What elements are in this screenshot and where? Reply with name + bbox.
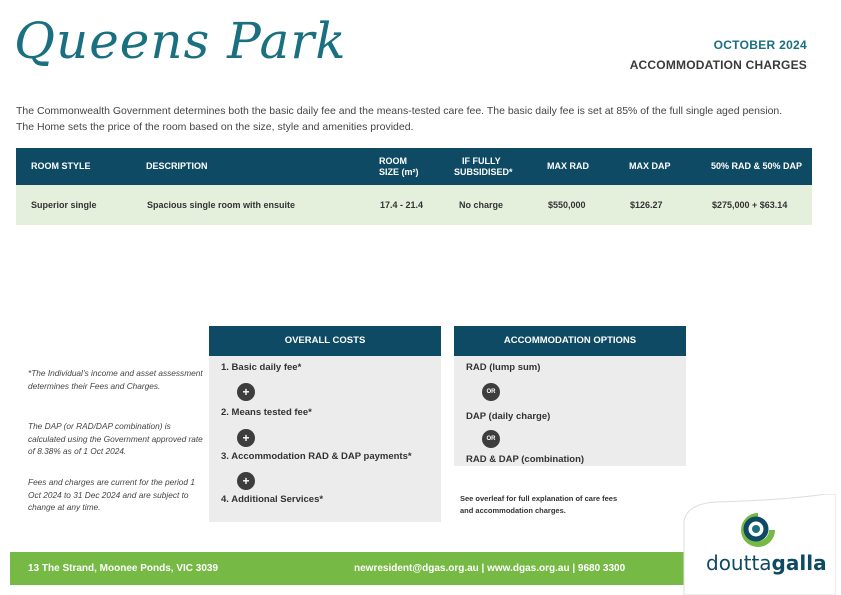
see-overleaf-line1: See overleaf for full explanation of care fees xyxy=(460,494,618,503)
cell-room-size: 17.4 - 21.4 xyxy=(379,185,454,225)
col-room-size-line2: SIZE (m²) xyxy=(379,166,419,177)
header-info xyxy=(630,38,807,72)
col-split: 50% RAD & 50% DAP xyxy=(711,148,812,185)
overall-costs-title: OVERALL COSTS xyxy=(209,326,441,356)
col-subsidised xyxy=(454,148,547,185)
home-name-title: Queens Park xyxy=(14,12,347,70)
footer-contact: newresident@dgas.org.au | www.dgas.org.au | 9680 3300 xyxy=(354,563,626,574)
col-subsidised-line2: SUBSIDISED* xyxy=(454,166,513,177)
brand-part-galla: galla xyxy=(771,551,827,575)
col-max-rad: MAX RAD xyxy=(547,148,629,185)
option-dap: DAP (daily charge) xyxy=(466,411,551,422)
table-header-row xyxy=(16,148,812,185)
plus-icon: + xyxy=(237,429,255,447)
col-room-style: ROOM STYLE xyxy=(16,148,146,185)
intro-text xyxy=(16,103,826,135)
plus-icon: + xyxy=(237,472,255,490)
col-subsidised-line1: IF FULLY xyxy=(462,155,501,166)
note-validity: Fees and charges are current for the period 1 Oct 2024 to 31 Dec 2024 and are subject to change at any time. xyxy=(28,477,195,512)
cell-split: $275,000 + $63.14 xyxy=(711,185,812,225)
col-room-size-line1: ROOM xyxy=(379,155,407,166)
document-subtitle: ACCOMMODATION CHARGES xyxy=(629,58,807,72)
footer-bar xyxy=(10,552,735,585)
or-icon: OR xyxy=(482,383,500,401)
cell-room-style: Superior single xyxy=(16,185,146,225)
cost-item-basic-fee: 1. Basic daily fee* xyxy=(221,362,302,373)
cell-description: Spacious single room with ensuite xyxy=(146,185,379,225)
see-overleaf-line2: and accommodation charges. xyxy=(460,506,566,515)
logo-card xyxy=(676,494,836,595)
cell-max-rad: $550,000 xyxy=(547,185,629,225)
col-description: DESCRIPTION xyxy=(146,148,379,185)
cell-subsidised: No charge xyxy=(454,185,547,225)
col-max-dap: MAX DAP xyxy=(629,148,711,185)
cost-item-additional: 4. Additional Services* xyxy=(221,494,324,505)
intro-line-2: The Home sets the price of the room based on the size, style and amenities provided. xyxy=(16,121,414,133)
accommodation-options-title: ACCOMMODATION OPTIONS xyxy=(454,326,686,356)
col-room-size xyxy=(379,148,454,185)
cost-item-means-tested: 2. Means tested fee* xyxy=(221,407,312,418)
option-rad: RAD (lump sum) xyxy=(466,362,541,373)
cost-item-accommodation: 3. Accommodation RAD & DAP payments* xyxy=(221,451,412,462)
accommodation-options-panel xyxy=(454,326,686,466)
option-combination: RAD & DAP (combination) xyxy=(466,454,585,465)
overall-costs-panel xyxy=(209,326,441,522)
see-overleaf-note xyxy=(460,493,675,517)
note-dap-rate: The DAP (or RAD/DAP combination) is calculated using the Government approved rate of 8.38% as of 1 Oct 2024. xyxy=(28,421,203,456)
footer-address: 13 The Strand, Moonee Ponds, VIC 3039 xyxy=(28,563,219,574)
charges-table xyxy=(16,148,812,225)
or-icon: OR xyxy=(482,430,500,448)
brand-part-doutta: doutta xyxy=(706,551,772,575)
intro-line-1: The Commonwealth Government determines both the basic daily fee and the means-tested care fee. The basic daily fee is set at 85% of the full single aged pension. xyxy=(16,105,783,117)
cell-max-dap: $126.27 xyxy=(629,185,711,225)
brand-wordmark xyxy=(706,551,827,575)
table-row xyxy=(16,185,812,225)
document-date: OCTOBER 2024 xyxy=(713,38,807,52)
note-assessment: *The Individual’s income and asset assessment determines their Fees and Charges. xyxy=(28,368,203,391)
plus-icon: + xyxy=(237,383,255,401)
